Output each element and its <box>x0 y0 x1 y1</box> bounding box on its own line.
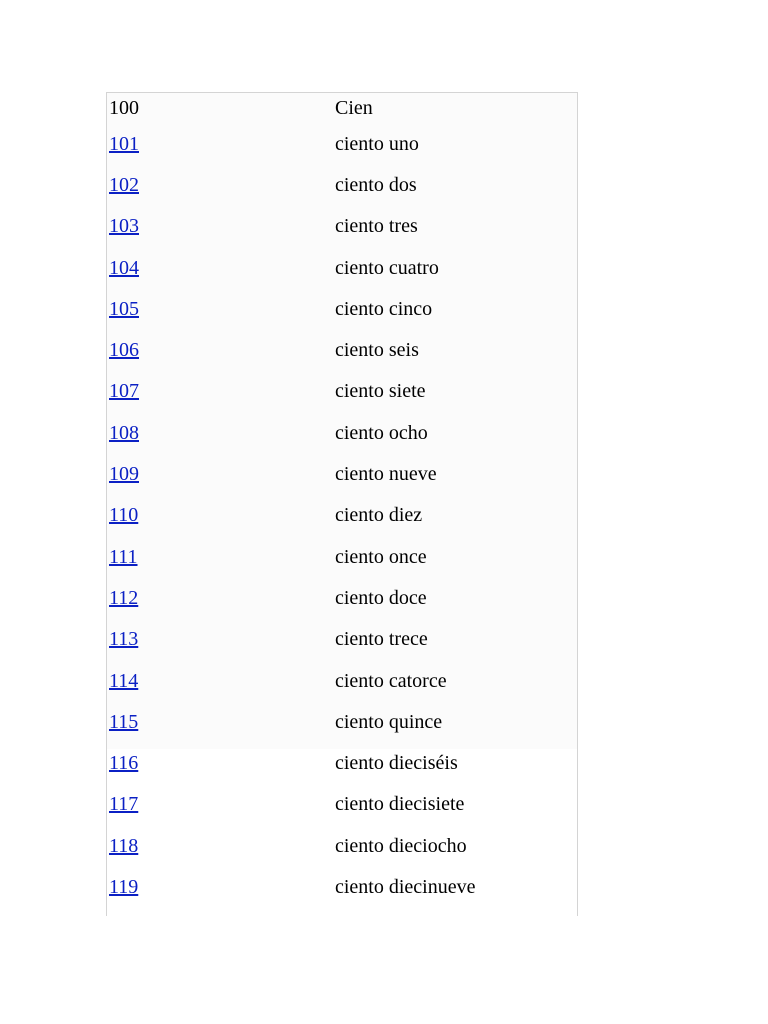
word-cell: ciento diecisiete <box>335 793 465 816</box>
table-row <box>107 453 578 494</box>
number-link[interactable]: 111 <box>109 545 138 568</box>
word-cell: ciento once <box>335 545 427 568</box>
number-link[interactable]: 105 <box>109 297 139 320</box>
word-cell: ciento diecinueve <box>335 875 476 898</box>
table-row <box>107 577 578 618</box>
number-link[interactable]: 116 <box>109 752 139 775</box>
number-link[interactable]: 118 <box>109 834 139 857</box>
word-cell: ciento dieciocho <box>335 834 467 857</box>
number-link[interactable]: 114 <box>109 669 139 692</box>
word-cell: ciento diez <box>335 504 423 527</box>
number-cell <box>107 206 335 247</box>
number-link[interactable]: 110 <box>109 504 139 527</box>
word-cell: ciento dos <box>335 173 417 196</box>
word-cell: ciento nueve <box>335 463 437 486</box>
number-link[interactable]: 112 <box>109 586 139 609</box>
number-link[interactable]: 103 <box>109 215 139 238</box>
number-cell <box>107 247 335 288</box>
word-cell: ciento cuatro <box>335 256 439 279</box>
number-cell <box>107 412 335 453</box>
number-link[interactable]: 104 <box>109 256 139 279</box>
number-cell <box>107 371 335 412</box>
table-row <box>107 660 578 701</box>
number-cell <box>107 329 335 370</box>
table-row <box>107 164 578 205</box>
number-cell <box>107 784 335 825</box>
numbers-table-container <box>106 92 578 916</box>
table-row <box>107 123 578 164</box>
number-cell <box>107 701 335 742</box>
table-row <box>107 742 578 783</box>
table-row <box>107 412 578 453</box>
number-link[interactable]: 107 <box>109 380 139 403</box>
number-cell <box>107 866 335 907</box>
table-row <box>107 247 578 288</box>
number-link[interactable]: 115 <box>109 710 139 733</box>
number-cell <box>107 495 335 536</box>
table-row <box>107 784 578 825</box>
table-row <box>107 206 578 247</box>
word-cell: ciento cinco <box>335 297 433 320</box>
table-row <box>107 536 578 577</box>
number-cell <box>107 825 335 866</box>
numbers-table <box>107 93 578 908</box>
number-link[interactable]: 113 <box>109 628 139 651</box>
table-row <box>107 329 578 370</box>
table-row <box>107 619 578 660</box>
table-row <box>107 825 578 866</box>
word-cell: ciento dieciséis <box>335 752 458 775</box>
number-cell <box>107 536 335 577</box>
number-cell <box>107 288 335 329</box>
word-cell: ciento uno <box>335 132 419 155</box>
word-cell: Cien <box>335 97 373 119</box>
table-row <box>107 371 578 412</box>
word-cell: ciento quince <box>335 710 443 733</box>
word-cell: ciento ocho <box>335 421 428 444</box>
word-cell: ciento siete <box>335 380 426 403</box>
word-cell: ciento catorce <box>335 669 447 692</box>
number-cell <box>107 164 335 205</box>
number-cell <box>107 453 335 494</box>
number-text: 100 <box>109 97 139 119</box>
number-link[interactable]: 102 <box>109 173 139 196</box>
number-cell <box>107 123 335 164</box>
word-cell: ciento tres <box>335 215 418 238</box>
word-cell: ciento trece <box>335 628 428 651</box>
number-cell <box>107 93 335 123</box>
number-cell <box>107 742 335 783</box>
table-row <box>107 288 578 329</box>
number-cell <box>107 619 335 660</box>
number-link[interactable]: 108 <box>109 421 139 444</box>
table-row <box>107 93 578 123</box>
table-row <box>107 701 578 742</box>
number-link[interactable]: 119 <box>109 875 139 898</box>
number-cell <box>107 577 335 618</box>
numbers-table-body <box>107 93 578 908</box>
number-cell <box>107 660 335 701</box>
number-link[interactable]: 101 <box>109 132 139 155</box>
number-link[interactable]: 106 <box>109 339 139 362</box>
number-link[interactable]: 117 <box>109 793 139 816</box>
table-row <box>107 866 578 907</box>
word-cell: ciento doce <box>335 586 427 609</box>
number-link[interactable]: 109 <box>109 463 139 486</box>
table-row <box>107 495 578 536</box>
word-cell: ciento seis <box>335 339 419 362</box>
